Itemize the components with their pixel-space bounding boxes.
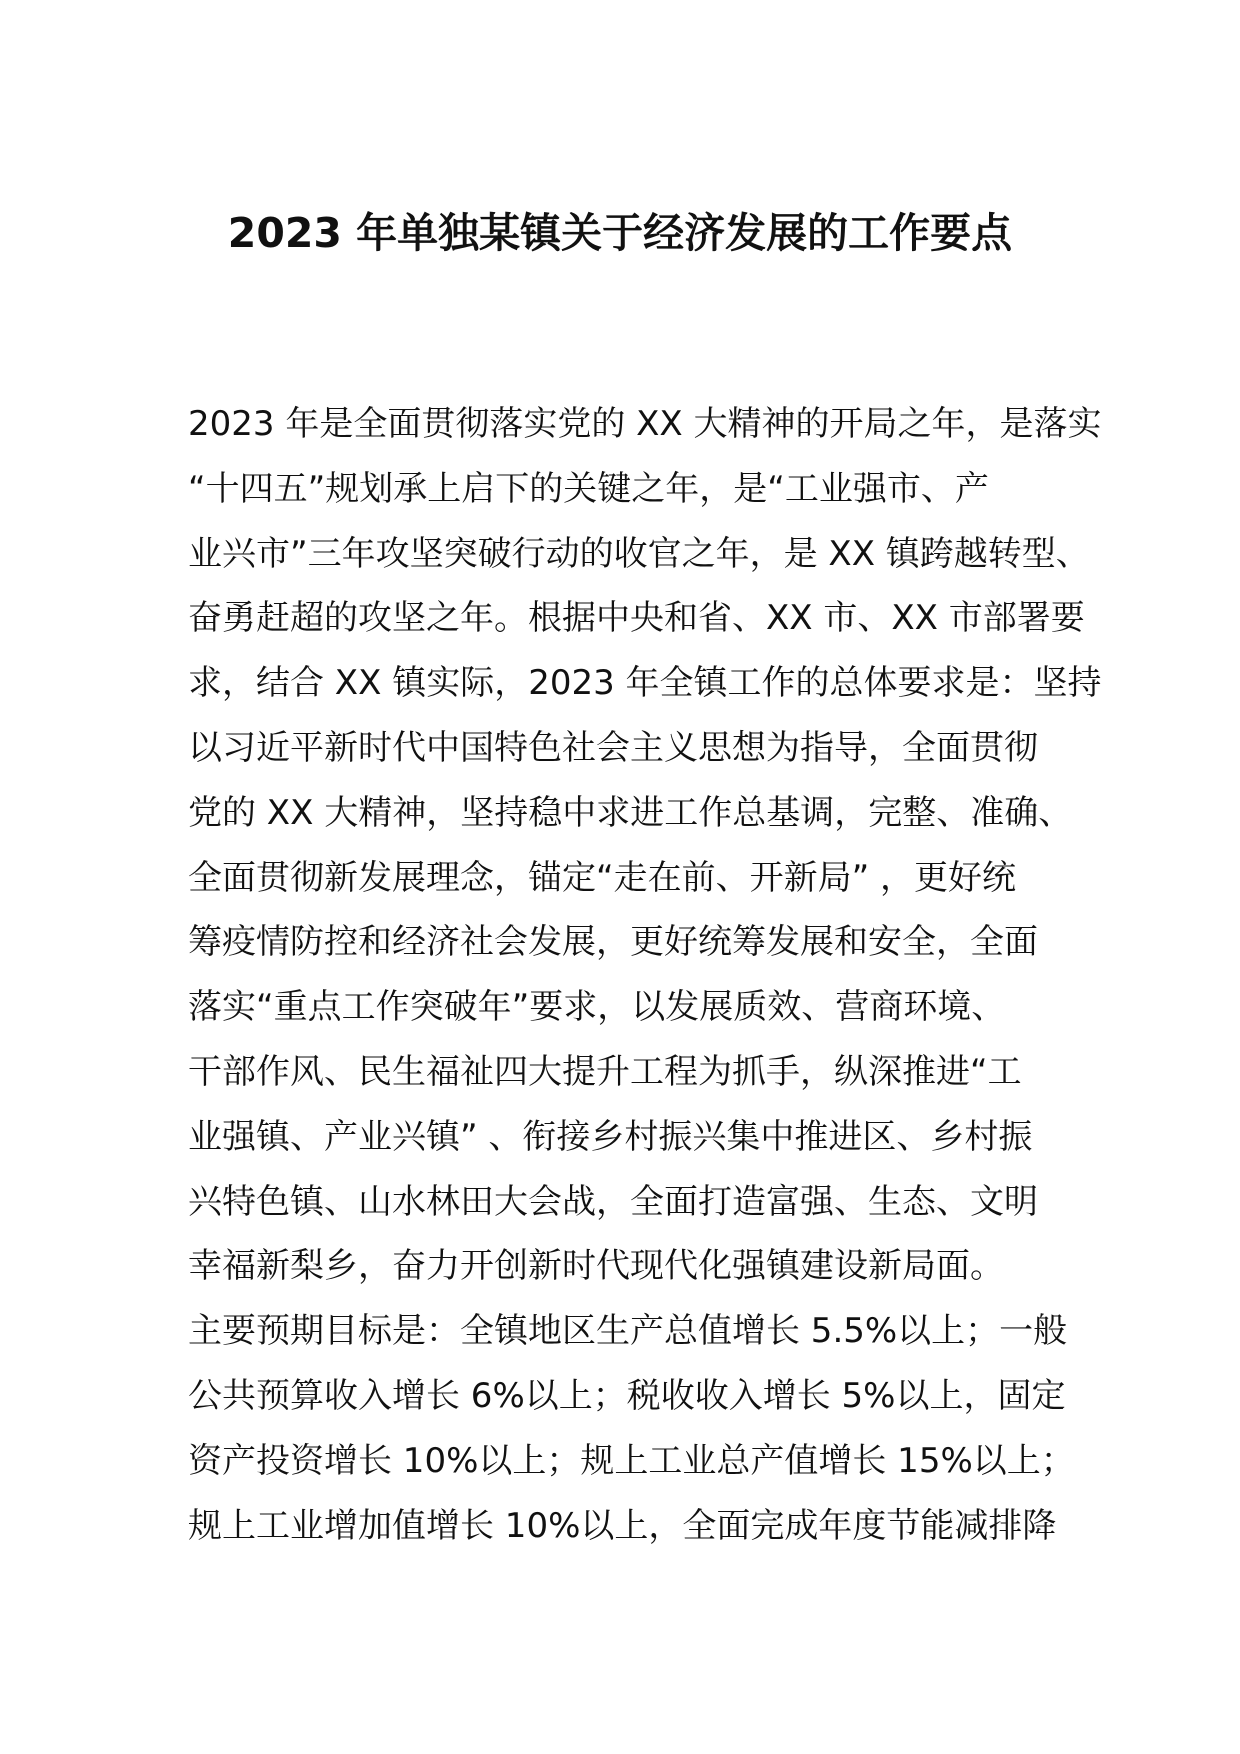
body-line: 奋勇赶超的攻坚之年。根据中央和省、XX 市、XX 市部署要 xyxy=(188,598,1085,639)
body-line: 求，结合 XX 镇实际，2023 年全镇工作的总体要求是：坚持 xyxy=(188,663,1102,704)
body-line: 业强镇、产业兴镇” 、衔接乡村振兴集中推进区、乡村振 xyxy=(188,1116,1033,1157)
body-line: 党的 XX 大精神，坚持稳中求进工作总基调，完整、准确、 xyxy=(188,792,1073,833)
body-line: 干部作风、民生福祉四大提升工程为抓手，纵深推进“工 xyxy=(188,1051,1022,1092)
document-body xyxy=(188,392,1102,1558)
body-line: 兴特色镇、山水林田大会战，全面打造富强、生态、文明 xyxy=(188,1181,1038,1222)
body-line: 规上工业增加值增长 10%以上，全面完成年度节能减排降 xyxy=(188,1505,1057,1546)
document-title: 2023 年单独某镇关于经济发展的工作要点 xyxy=(227,209,1013,257)
body-line: “十四五”规划承上启下的关键之年，是“工业强市、产 xyxy=(188,468,989,509)
body-line: 2023 年是全面贯彻落实党的 XX 大精神的开局之年，是落实 xyxy=(188,404,1102,444)
body-line: 筹疫情防控和经济社会发展，更好统筹发展和安全，全面 xyxy=(188,922,1038,963)
body-line: 公共预算收入增长 6%以上；税收收入增长 5%以上，固定 xyxy=(188,1375,1066,1416)
body-line: 落实“重点工作突破年”要求，以发展质效、营商环境、 xyxy=(188,987,1006,1028)
body-line: 以习近平新时代中国特色社会主义思想为指导，全面贯彻 xyxy=(188,727,1038,768)
body-line: 主要预期目标是：全镇地区生产总值增长 5.5%以上；一般 xyxy=(188,1311,1068,1352)
body-line: 资产投资增长 10%以上；规上工业总产值增长 15%以上； xyxy=(188,1440,1075,1481)
body-line: 业兴市”三年攻坚突破行动的收官之年，是 XX 镇跨越转型、 xyxy=(188,533,1090,574)
body-line: 幸福新梨乡，奋力开创新时代现代化强镇建设新局面。 xyxy=(188,1246,1004,1287)
body-line: 全面贯彻新发展理念，锚定“走在前、开新局” ，更好统 xyxy=(188,857,1017,898)
